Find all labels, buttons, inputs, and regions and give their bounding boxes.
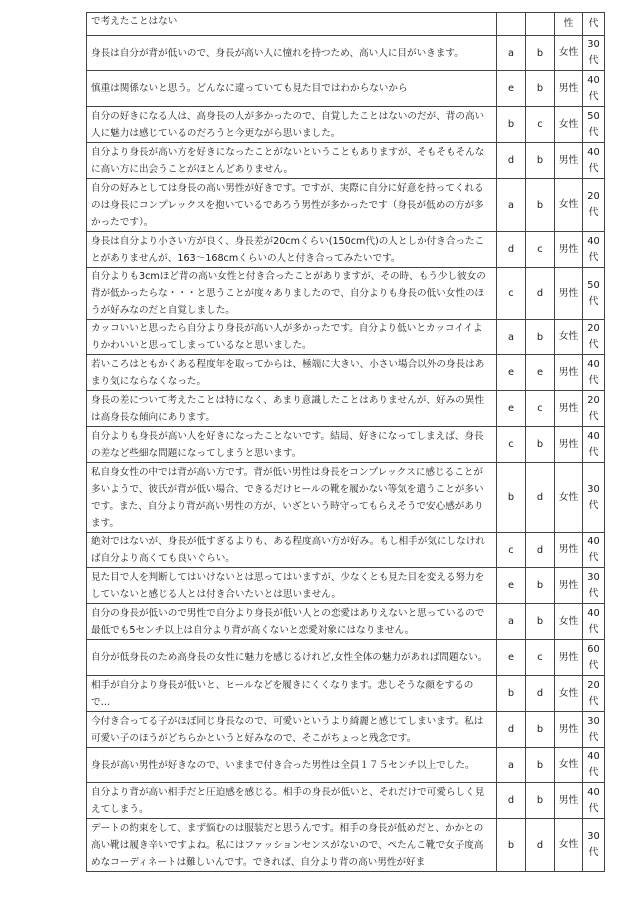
table-row <box>87 268 605 320</box>
table-row <box>87 533 605 568</box>
table-row <box>87 391 605 427</box>
answer-a-cell: d <box>497 783 526 819</box>
table-row <box>87 179 605 232</box>
table-row <box>87 568 605 604</box>
gender-cell: 女性 <box>555 463 583 533</box>
comment-cell: 身長は自分より小さい方が良く、身長差が20cmくらい(150cm代)の人としか付き合ったことがありませんが、163〜168cmくらいの人と付き合ってみたいです。 <box>87 232 497 268</box>
comment-cell: 自分よりも3cmほど背の高い女性と付き合ったことがありますが、その時、もう少し彼女の背が低かったらな・・・と思うことが度々ありましたので、自分よりも身長の低い女性のほうが好みなのだと自覚しました。 <box>87 268 497 320</box>
answer-a-cell: a <box>497 748 526 783</box>
answer-a-cell: e <box>497 640 526 676</box>
age-cell: 40代 <box>583 71 605 107</box>
answer-a-cell: a <box>497 179 526 232</box>
gender-cell: 男性 <box>555 391 583 427</box>
gender-cell: 男性 <box>555 355 583 391</box>
age-cell: 30代 <box>583 36 605 71</box>
comment-cell: 自分の好みとしては身長の高い男性が好きです。ですが、実際に自分に好意を持ってくれるのは身長にコンプレックスを抱いているであろう男性が多かったです（身長が低めの方が多かったです）。 <box>87 179 497 232</box>
age-cell: 代 <box>583 13 605 36</box>
answer-b-cell: c <box>526 232 555 268</box>
answer-b-cell: c <box>526 107 555 143</box>
answer-a-cell: b <box>497 463 526 533</box>
age-cell: 40代 <box>583 604 605 640</box>
answer-a-cell: b <box>497 107 526 143</box>
answer-a-cell: a <box>497 320 526 355</box>
table-row <box>87 640 605 676</box>
age-cell: 60代 <box>583 640 605 676</box>
age-cell: 50代 <box>583 107 605 143</box>
answer-b-cell: b <box>526 783 555 819</box>
answer-b-cell: c <box>526 640 555 676</box>
age-cell: 40代 <box>583 533 605 568</box>
age-cell: 40代 <box>583 748 605 783</box>
gender-cell: 女性 <box>555 819 583 872</box>
comment-cell: 自分より身長が高い方を好きになったことがないということもありますが、そもそもそんなに高い方に出会うことがほとんどありません。 <box>87 143 497 179</box>
age-cell: 50代 <box>583 268 605 320</box>
answer-a-cell: e <box>497 568 526 604</box>
answer-a-cell: e <box>497 355 526 391</box>
table-row <box>87 748 605 783</box>
gender-cell: 男性 <box>555 427 583 463</box>
gender-cell: 男性 <box>555 143 583 179</box>
answer-a-cell: e <box>497 391 526 427</box>
gender-cell: 男性 <box>555 71 583 107</box>
age-cell: 40代 <box>583 427 605 463</box>
answer-a-cell: d <box>497 232 526 268</box>
comment-cell: 相手が自分より身長が低いと、ヒールなどを履きにくくなります。悲しそうな顔をするので… <box>87 676 497 712</box>
answer-a-cell: c <box>497 533 526 568</box>
answer-b-cell: b <box>526 71 555 107</box>
survey-table <box>86 12 605 872</box>
answer-b-cell: d <box>526 676 555 712</box>
answer-b-cell: d <box>526 463 555 533</box>
comment-cell: 今付き合ってる子がほぼ同じ身長なので、可愛いというより綺麗と感じてしまいます。私は可愛い子のほうがどちらかというと好みなので、そこがちょっと残念です。 <box>87 712 497 748</box>
survey-table-body <box>87 13 605 872</box>
answer-b-cell: d <box>526 819 555 872</box>
comment-cell: 身長が高い男性が好きなので、いままで付き合った男性は全員１７５センチ以上でした。 <box>87 748 497 783</box>
age-cell: 20代 <box>583 676 605 712</box>
comment-cell: 身長は自分が背が低いので、身長が高い人に憧れを持つため、高い人に目がいきます。 <box>87 36 497 71</box>
comment-cell: で考えたことはない <box>87 13 497 36</box>
gender-cell: 女性 <box>555 179 583 232</box>
age-cell: 20代 <box>583 320 605 355</box>
answer-a-cell: a <box>497 604 526 640</box>
table-row <box>87 676 605 712</box>
comment-cell: 自分の身長が低いので男性で自分より身長が低い人との恋愛はありえないと思っているので最低でも5センチ以上は自分より背が高くないと恋愛対象にはなりません。 <box>87 604 497 640</box>
answer-b-cell: b <box>526 36 555 71</box>
gender-cell: 男性 <box>555 568 583 604</box>
gender-cell: 女性 <box>555 676 583 712</box>
comment-cell: 身長の差について考えたことは特になく、あまり意識したことはありませんが、好みの異性は高身長な傾向にあります。 <box>87 391 497 427</box>
answer-a-cell: a <box>497 36 526 71</box>
answer-b-cell: d <box>526 533 555 568</box>
comment-cell: 私自身女性の中では背が高い方です。背が低い男性は身長をコンプレックスに感じることが多いようで、彼氏が背が低い場合、できるだけヒールの靴を履かない等気を遣うことが多いです。また、自分より背が高い男性の方が、いざという時守ってもらえそうで安心感があります。 <box>87 463 497 533</box>
answer-a-cell: d <box>497 712 526 748</box>
table-row <box>87 604 605 640</box>
table-row <box>87 783 605 819</box>
gender-cell: 男性 <box>555 268 583 320</box>
answer-a-cell: d <box>497 143 526 179</box>
gender-cell: 女性 <box>555 604 583 640</box>
table-row <box>87 320 605 355</box>
gender-cell: 性 <box>555 13 583 36</box>
comment-cell: 見た目で人を判断してはいけないとは思ってはいますが、少なくとも見た目を変える努力をしていないと感じる人とは付き合いたいとは思いません。 <box>87 568 497 604</box>
table-row <box>87 143 605 179</box>
gender-cell: 女性 <box>555 320 583 355</box>
table-row <box>87 232 605 268</box>
comment-cell: カッコいいと思ったら自分より身長が高い人が多かったです。自分より低いとカッコイイよりかわいいと思ってしまっているなと思いました。 <box>87 320 497 355</box>
answer-b-cell: b <box>526 427 555 463</box>
answer-a-cell: b <box>497 676 526 712</box>
answer-b-cell: e <box>526 355 555 391</box>
comment-cell: デートの約束をして、まず悩むのは服装だと思うんです。相手の身長が低めだと、かかとの高い靴は履き辛いですよね。私にはファッションセンスがないので、ぺたんこ靴で女子度高めなコーディネートは難しいんです。できれば、自分より背の高い男性が好ま <box>87 819 497 872</box>
age-cell: 30代 <box>583 819 605 872</box>
age-cell: 30代 <box>583 463 605 533</box>
answer-a-cell: c <box>497 427 526 463</box>
gender-cell: 女性 <box>555 36 583 71</box>
age-cell: 40代 <box>583 783 605 819</box>
answer-a-cell: b <box>497 819 526 872</box>
table-row <box>87 36 605 71</box>
answer-b-cell: b <box>526 568 555 604</box>
answer-b-cell <box>526 13 555 36</box>
gender-cell: 男性 <box>555 783 583 819</box>
table-row <box>87 71 605 107</box>
answer-a-cell: e <box>497 71 526 107</box>
comment-cell: 自分より背が高い相手だと圧迫感を感じる。相手の身長が低いと、それだけで可愛らしく見えてしまう。 <box>87 783 497 819</box>
answer-b-cell: b <box>526 712 555 748</box>
gender-cell: 女性 <box>555 748 583 783</box>
comment-cell: 若いころはともかくある程度年を取ってからは、極端に大きい、小さい場合以外の身長はあまり気にならなくなった。 <box>87 355 497 391</box>
gender-cell: 男性 <box>555 232 583 268</box>
comment-cell: 絶対ではないが、身長が低すぎるよりも、ある程度高い方が好み。もし相手が気にしなければ自分より高くても良いぐらい。 <box>87 533 497 568</box>
answer-b-cell: b <box>526 604 555 640</box>
answer-a-cell <box>497 13 526 36</box>
answer-b-cell: b <box>526 748 555 783</box>
gender-cell: 男性 <box>555 533 583 568</box>
answer-b-cell: d <box>526 268 555 320</box>
age-cell: 40代 <box>583 232 605 268</box>
answer-b-cell: c <box>526 391 555 427</box>
table-row <box>87 107 605 143</box>
gender-cell: 男性 <box>555 640 583 676</box>
table-row <box>87 13 605 36</box>
answer-b-cell: b <box>526 179 555 232</box>
answer-b-cell: b <box>526 320 555 355</box>
table-row <box>87 463 605 533</box>
answer-a-cell: c <box>497 268 526 320</box>
age-cell: 30代 <box>583 712 605 748</box>
table-row <box>87 819 605 872</box>
age-cell: 40代 <box>583 143 605 179</box>
comment-cell: 自分よりも身長が高い人を好きになったことないです。結局、好きになってしまえば、身長の差など些細な問題になってしまうと思います。 <box>87 427 497 463</box>
comment-cell: 自分の好きになる人は、高身長の人が多かったので、自覚したことはないのだが、背の高い人に魅力は感じているのだろうと今更ながら思いました。 <box>87 107 497 143</box>
table-row <box>87 355 605 391</box>
table-row <box>87 427 605 463</box>
comment-cell: 自分が低身長のため高身長の女性に魅力を感じるけれど,女性全体の魅力があれば問題ない。 <box>87 640 497 676</box>
age-cell: 30代 <box>583 568 605 604</box>
comment-cell: 慎重は関係ないと思う。どんなに違っていても見た目ではわからないから <box>87 71 497 107</box>
answer-b-cell: b <box>526 143 555 179</box>
gender-cell: 女性 <box>555 107 583 143</box>
gender-cell: 男性 <box>555 712 583 748</box>
age-cell: 40代 <box>583 355 605 391</box>
table-row <box>87 712 605 748</box>
age-cell: 20代 <box>583 391 605 427</box>
age-cell: 20代 <box>583 179 605 232</box>
